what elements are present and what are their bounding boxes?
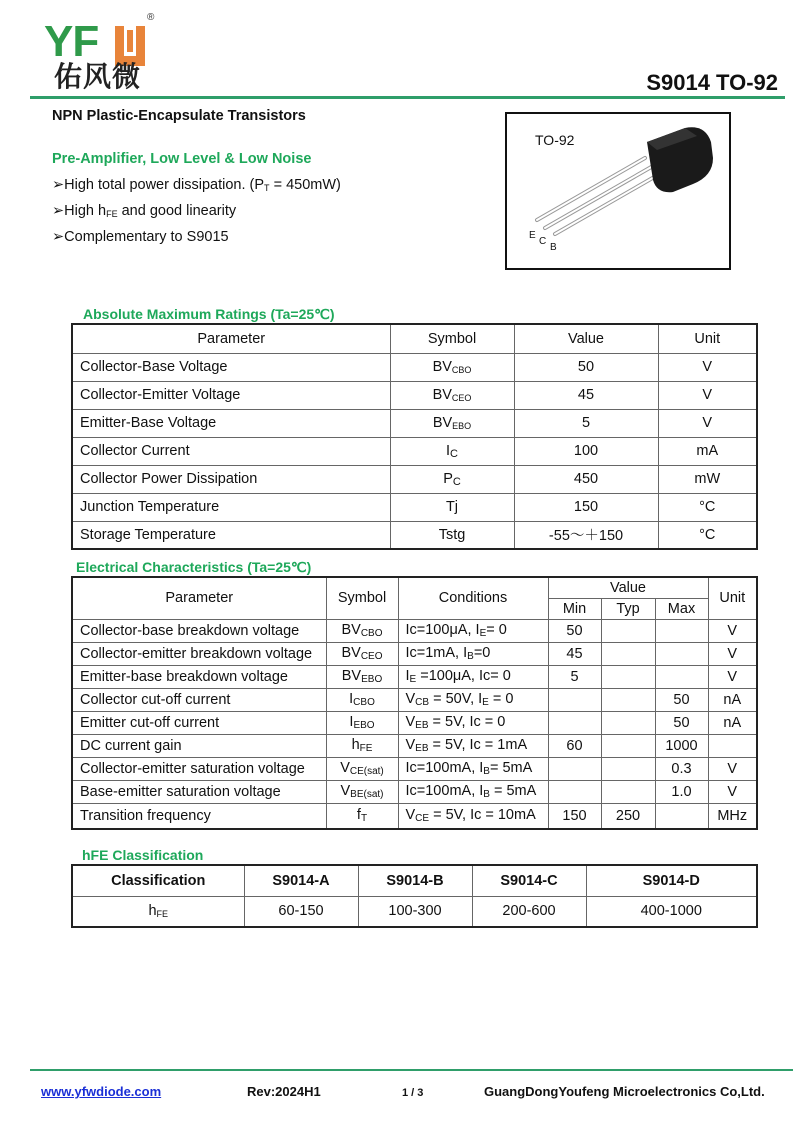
table-cell (326, 688, 398, 711)
table-cell: 1000 (655, 734, 708, 757)
text: and good linearity (117, 203, 237, 219)
text: CBO (451, 365, 472, 375)
table-cell: Emitter cut-off current (72, 711, 326, 734)
footer-divider (30, 1069, 793, 1071)
table-cell (548, 711, 601, 734)
table-row (72, 642, 757, 665)
company-name: GuangDongYoufeng Microelectronics Co,Ltd. (484, 1084, 765, 1099)
table-cell: °C (658, 493, 757, 521)
table-cell (390, 353, 514, 381)
col-header: Symbol (326, 577, 398, 619)
table-row (72, 803, 757, 829)
condition-cell: Ic=100μA, $I_E= 0$ (398, 619, 548, 642)
table-cell: Collector cut-off current (72, 688, 326, 711)
table-cell (326, 734, 398, 757)
registered-mark: ® (147, 12, 155, 23)
col-header: Parameter (72, 577, 326, 619)
table-row (72, 521, 757, 549)
part-title: S9014 TO-92 (646, 70, 778, 95)
text: CEO (360, 651, 383, 662)
col-header: Conditions (398, 577, 548, 619)
table-cell: DC current gain (72, 734, 326, 757)
text: BV (432, 415, 453, 431)
table-header-row (72, 324, 757, 353)
table-cell: V (708, 757, 757, 780)
table-cell: V (708, 665, 757, 688)
text: B (483, 789, 490, 800)
text: V (340, 760, 350, 776)
condition-cell: Ic=100mA, $I_B= 5mA$ (398, 757, 548, 780)
text: E (479, 628, 487, 639)
col-header: S9014-B (358, 865, 472, 896)
table-cell: 45 (514, 381, 658, 409)
col-header: S9014-D (586, 865, 757, 896)
svg-text:C: C (539, 236, 547, 247)
feature-item (52, 177, 341, 193)
table-cell: nA (708, 711, 757, 734)
table-cell: 200-600 (472, 896, 586, 927)
table-cell (326, 711, 398, 734)
text: EB (415, 720, 429, 731)
text: BV (341, 622, 361, 638)
table-cell (326, 803, 398, 829)
table-cell (390, 437, 514, 465)
text: FE (106, 209, 118, 219)
text: E (409, 674, 417, 685)
text: FE (359, 743, 373, 754)
bullet-arrow-icon: ➢ (52, 177, 65, 193)
table-cell: nA (708, 688, 757, 711)
table-cell (548, 757, 601, 780)
package-image (505, 112, 731, 270)
table-cell (655, 803, 708, 829)
table-cell: V (658, 409, 757, 437)
table-cell: MHz (708, 803, 757, 829)
hfe-class-title: hFE Classification (82, 847, 204, 863)
table-row (72, 619, 757, 642)
table-cell (655, 665, 708, 688)
text: BE(sat) (350, 789, 384, 800)
table-cell: 45 (548, 642, 601, 665)
table-cell (601, 665, 655, 688)
text: BV (341, 645, 361, 661)
table-header-row (72, 865, 757, 896)
table-cell (655, 642, 708, 665)
svg-text:E: E (529, 230, 536, 241)
table-cell: 60-150 (244, 896, 358, 927)
table-cell (548, 688, 601, 711)
table-row (72, 896, 757, 927)
table-cell: Transition frequency (72, 803, 326, 829)
table-row (72, 780, 757, 803)
table-cell: 50 (548, 619, 601, 642)
col-header: S9014-A (244, 865, 358, 896)
text: EBO (452, 421, 472, 431)
hfe-class-table (71, 864, 758, 928)
table-cell (601, 734, 655, 757)
condition-cell: $V_{EB} = 5V$, Ic = 0 (398, 711, 548, 734)
logo-chinese-name: 佑风微 (54, 60, 142, 93)
table-row (72, 493, 757, 521)
table-row (72, 437, 757, 465)
table-row (72, 665, 757, 688)
condition-cell: Ic=1mA, $I_B=0$ (398, 642, 548, 665)
abs-max-title: Absolute Maximum Ratings (Ta=25℃) (83, 306, 335, 322)
table-cell (655, 619, 708, 642)
col-header: Classification (72, 865, 244, 896)
text: BV (341, 668, 362, 684)
condition-cell: $V_{EB} = 5V$, Ic = 1mA (398, 734, 548, 757)
table-cell: 0.3 (655, 757, 708, 780)
condition-cell: $V_{CB} = 50V$, $I_E = 0$ (398, 688, 548, 711)
text: BV (432, 387, 452, 403)
table-cell: Tstg (390, 521, 514, 549)
table-cell: V (708, 642, 757, 665)
text: C (452, 475, 461, 488)
feature-item (52, 229, 229, 245)
table-cell: Collector-emitter saturation voltage (72, 757, 326, 780)
table-cell (326, 665, 398, 688)
col-header: S9014-C (472, 865, 586, 896)
table-cell (601, 711, 655, 734)
text: T (360, 813, 368, 825)
table-cell: 50 (514, 353, 658, 381)
text: h (351, 737, 360, 753)
table-cell: Base-emitter saturation voltage (72, 780, 326, 803)
text: V (340, 783, 351, 799)
page-number: 1 / 3 (402, 1087, 424, 1099)
logo-letters: YF (44, 17, 99, 66)
table-row (72, 688, 757, 711)
text: f (356, 807, 361, 824)
abs-max-table (71, 323, 758, 550)
table-cell: 50 (655, 711, 708, 734)
text: h (148, 903, 157, 920)
text: I (446, 442, 451, 459)
table-cell (390, 409, 514, 437)
header-divider (30, 96, 785, 99)
table-cell (601, 619, 655, 642)
feature-item (52, 203, 236, 219)
text: = 450mW) (269, 177, 341, 193)
table-cell: Storage Temperature (72, 521, 390, 549)
table-row (72, 465, 757, 493)
col-header: Max (655, 598, 708, 619)
table-cell: °C (658, 521, 757, 549)
condition-cell: Ic=100mA, $I_B = 5mA$ (398, 780, 548, 803)
table-cell (326, 780, 398, 803)
col-header: Unit (708, 577, 757, 619)
bullet-arrow-icon: ➢ (52, 229, 65, 245)
revision: Rev:2024H1 (247, 1084, 321, 1099)
product-subtitle: NPN Plastic-Encapsulate Transistors (52, 108, 306, 124)
bullet-arrow-icon: ➢ (52, 203, 65, 219)
table-cell: Tj (390, 493, 514, 521)
elec-char-title: Electrical Characteristics (Ta=25℃) (76, 559, 312, 575)
package-label: TO-92 (535, 132, 575, 148)
table-cell: mA (658, 437, 757, 465)
table-cell: Collector Current (72, 437, 390, 465)
table-cell (326, 642, 398, 665)
table-cell: 150 (548, 803, 601, 829)
text: CB (415, 697, 430, 708)
table-cell (708, 734, 757, 757)
feature-heading: Pre-Amplifier, Low Level & Low Noise (52, 151, 312, 167)
col-header: Symbol (390, 324, 514, 353)
text: CE(sat) (349, 766, 384, 777)
svg-text:B: B (550, 242, 557, 253)
website-link[interactable]: www.yfwdiode.com (41, 1084, 162, 1099)
table-cell: 1.0 (655, 780, 708, 803)
condition-cell: $I_E =100\mu A$, Ic= 0 (398, 665, 548, 688)
text: High total power dissipation. (P (64, 177, 265, 193)
col-header: Unit (658, 324, 757, 353)
table-cell: 50 (655, 688, 708, 711)
text: CBO (360, 628, 383, 639)
table-cell (390, 465, 514, 493)
table-cell: 5 (548, 665, 601, 688)
table-cell: V (658, 381, 757, 409)
text: EBO (353, 720, 375, 731)
table-cell: 100-300 (358, 896, 472, 927)
elec-char-table (71, 576, 758, 830)
table-row (72, 757, 757, 780)
col-header: Value (514, 324, 658, 353)
table-cell: 100 (514, 437, 658, 465)
table-row (72, 353, 757, 381)
table-header-row (72, 577, 757, 598)
table-cell: 5 (514, 409, 658, 437)
table-cell: 150 (514, 493, 658, 521)
table-cell (601, 757, 655, 780)
table-cell (601, 688, 655, 711)
text: FE (156, 909, 169, 920)
table-cell: 250 (601, 803, 655, 829)
table-cell (601, 642, 655, 665)
table-cell: Collector-base breakdown voltage (72, 619, 326, 642)
table-cell: Collector Power Dissipation (72, 465, 390, 493)
text: High h (64, 203, 107, 219)
table-row (72, 381, 757, 409)
table-cell: Emitter-Base Voltage (72, 409, 390, 437)
table-row (72, 711, 757, 734)
text: P (443, 470, 453, 487)
table-cell (601, 780, 655, 803)
col-header: Value (548, 577, 708, 598)
col-header: Parameter (72, 324, 390, 353)
table-row (72, 734, 757, 757)
table-cell (548, 780, 601, 803)
condition-cell: $V_{CE} = 5V$, Ic = 10mA (398, 803, 548, 829)
table-cell (326, 757, 398, 780)
table-cell: 450 (514, 465, 658, 493)
text: I (349, 714, 354, 730)
text: B (467, 651, 474, 662)
table-cell (390, 381, 514, 409)
text: I (349, 691, 354, 707)
table-cell: Collector-Base Voltage (72, 353, 390, 381)
text: Complementary to S9015 (64, 229, 229, 245)
table-cell (72, 896, 244, 927)
text: CEO (451, 393, 472, 403)
to92-transistor-icon (507, 114, 729, 268)
table-cell: V (658, 353, 757, 381)
text: E (482, 697, 489, 708)
text: CE (415, 813, 430, 825)
col-header: Typ (601, 598, 655, 619)
text: EBO (361, 674, 383, 685)
text: EB (415, 743, 429, 754)
text: BV (432, 359, 452, 375)
table-cell: V (708, 619, 757, 642)
table-cell: 60 (548, 734, 601, 757)
text: CBO (353, 697, 375, 708)
table-cell: Junction Temperature (72, 493, 390, 521)
table-cell: Emitter-base breakdown voltage (72, 665, 326, 688)
table-cell: Collector-Emitter Voltage (72, 381, 390, 409)
col-header: Min (548, 598, 601, 619)
table-cell (326, 619, 398, 642)
table-cell: 400-1000 (586, 896, 757, 927)
table-cell: Collector-emitter breakdown voltage (72, 642, 326, 665)
company-logo (44, 12, 164, 92)
text: C (450, 447, 458, 460)
table-cell: mW (658, 465, 757, 493)
text: T (264, 183, 270, 193)
table-row (72, 409, 757, 437)
table-cell: V (708, 780, 757, 803)
text: B (483, 766, 490, 777)
table-cell: -55～＋150 (514, 521, 658, 549)
